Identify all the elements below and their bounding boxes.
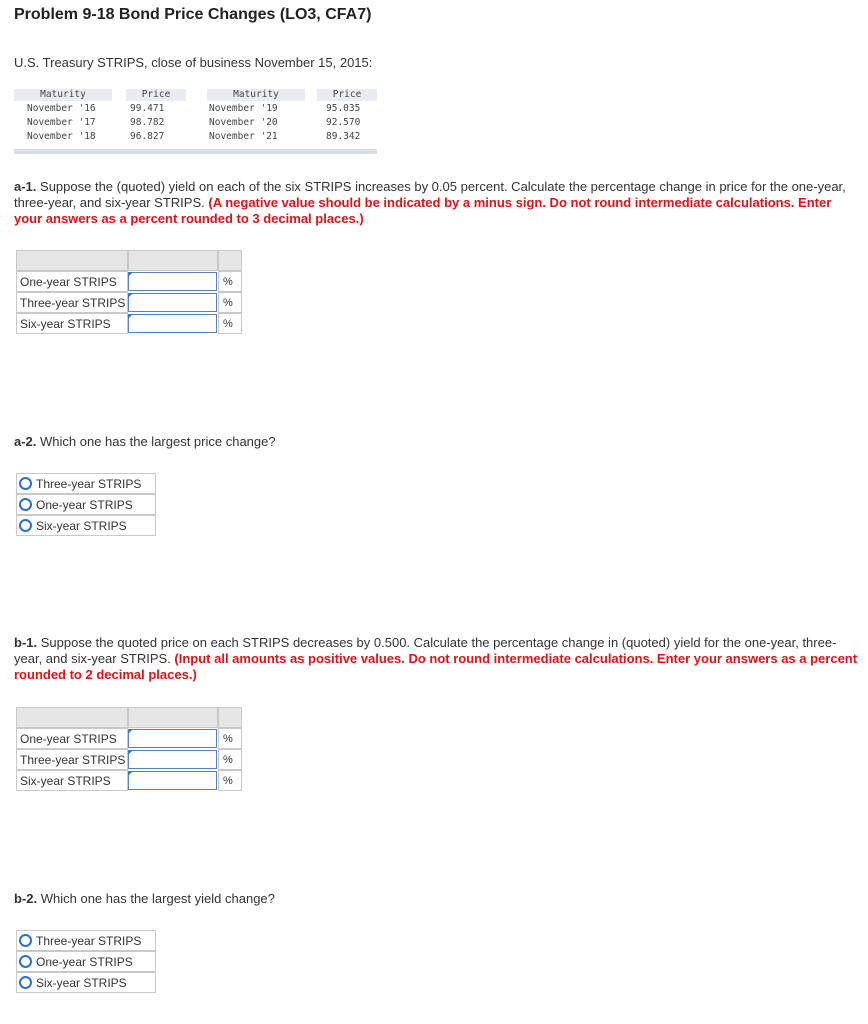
option-label: One-year STRIPS: [36, 498, 133, 512]
question-text: Which one has the largest yield change?: [37, 891, 275, 906]
answer-table-header: [16, 707, 242, 728]
input-flag-icon: [128, 314, 133, 319]
radio-circle-icon[interactable]: [19, 519, 32, 532]
answer-row: [16, 728, 242, 749]
price-cell: 99.471: [130, 103, 165, 114]
radio-circle-icon[interactable]: [19, 976, 32, 989]
question-label: a-1.: [14, 179, 37, 194]
radio-option-one-year[interactable]: [16, 951, 156, 972]
percent-unit: %: [218, 292, 242, 313]
option-label: Six-year STRIPS: [36, 519, 127, 533]
input-flag-icon: [128, 293, 133, 298]
percent-unit: %: [218, 313, 242, 334]
input-flag-icon: [128, 750, 133, 755]
maturity-cell: November '19: [209, 103, 278, 114]
six-year-price-change-input[interactable]: [128, 314, 217, 333]
row-label: Six-year STRIPS: [16, 313, 128, 334]
col-header-maturity: Maturity: [233, 89, 279, 100]
answer-row: [16, 749, 242, 770]
option-label: Three-year STRIPS: [36, 934, 142, 948]
question-text: Which one has the largest price change?: [36, 434, 276, 449]
radio-circle-icon[interactable]: [19, 934, 32, 947]
radio-group-a2: [16, 473, 156, 536]
input-flag-icon: [128, 272, 133, 277]
radio-option-three-year[interactable]: [16, 473, 156, 494]
question-b1: [14, 635, 859, 683]
maturity-cell: November '16: [27, 103, 96, 114]
header-cell: [218, 707, 242, 728]
radio-circle-icon[interactable]: [19, 498, 32, 511]
question-instructions: (A negative value should be indicated by a minus sign. Do not round intermediate calculations. Enter your answers as a percent rounded to 3 decimal places.): [14, 195, 832, 226]
radio-option-three-year[interactable]: [16, 930, 156, 951]
radio-group-b2: [16, 930, 156, 993]
price-cell: 96.827: [130, 131, 165, 142]
question-label: b-1.: [14, 635, 38, 650]
percent-unit: %: [218, 271, 242, 292]
price-cell: 95.035: [326, 103, 361, 114]
radio-option-six-year[interactable]: [16, 515, 156, 536]
one-year-price-change-input[interactable]: [128, 272, 217, 291]
question-a2: [14, 434, 859, 450]
three-year-price-change-input[interactable]: [128, 293, 217, 312]
percent-unit: %: [218, 749, 242, 770]
col-header-price: Price: [141, 89, 171, 100]
answer-row: [16, 770, 242, 791]
answer-table-b1: [16, 707, 242, 792]
answer-row: [16, 271, 242, 292]
row-label: One-year STRIPS: [16, 728, 128, 749]
price-cell: 98.782: [130, 117, 165, 128]
strips-price-table: [14, 89, 377, 155]
six-year-yield-change-input[interactable]: [128, 771, 217, 790]
table-bottom-bar: [14, 149, 377, 154]
maturity-cell: November '17: [27, 117, 96, 128]
three-year-yield-change-input[interactable]: [128, 750, 217, 769]
question-label: a-2.: [14, 434, 37, 449]
answer-row: [16, 292, 242, 313]
question-b2: [14, 891, 859, 907]
page-title: Problem 9-18 Bond Price Changes (LO3, CFA7): [14, 6, 372, 23]
header-cell: [128, 250, 218, 271]
answer-table-header: [16, 250, 242, 271]
header-cell: [16, 707, 128, 728]
question-text: Suppose the quoted price on each STRIPS decreases by 0.500. Calculate the percentage change in (quoted) yield for the one-year, three-year, and six-year STRIPS.: [14, 635, 837, 666]
input-flag-icon: [128, 729, 133, 734]
radio-option-six-year[interactable]: [16, 972, 156, 993]
answer-row: [16, 313, 242, 334]
row-label: Three-year STRIPS: [16, 749, 128, 770]
option-label: Three-year STRIPS: [36, 477, 142, 491]
header-cell: [128, 707, 218, 728]
radio-circle-icon[interactable]: [19, 477, 32, 490]
intro-text: U.S. Treasury STRIPS, close of business November 15, 2015:: [14, 55, 373, 70]
row-label: Six-year STRIPS: [16, 770, 128, 791]
one-year-yield-change-input[interactable]: [128, 729, 217, 748]
question-a1: [14, 179, 859, 227]
question-instructions: (Input all amounts as positive values. Do not round intermediate calculations. Enter your answers as a percent rounded to 2 decimal places.): [14, 651, 858, 682]
percent-unit: %: [218, 770, 242, 791]
option-label: Six-year STRIPS: [36, 976, 127, 990]
question-label: b-2.: [14, 891, 38, 906]
row-label: One-year STRIPS: [16, 271, 128, 292]
radio-option-one-year[interactable]: [16, 494, 156, 515]
maturity-cell: November '18: [27, 131, 96, 142]
maturity-cell: November '20: [209, 117, 278, 128]
input-flag-icon: [128, 771, 133, 776]
col-header-price: Price: [332, 89, 362, 100]
price-cell: 92.570: [326, 117, 361, 128]
percent-unit: %: [218, 728, 242, 749]
header-cell: [218, 250, 242, 271]
question-text: Suppose the (quoted) yield on each of the six STRIPS increases by 0.05 percent. Calculate the percentage change in price for the one-year, three-year, and six-year STRIPS.: [14, 179, 846, 210]
option-label: One-year STRIPS: [36, 955, 133, 969]
row-label: Three-year STRIPS: [16, 292, 128, 313]
header-cell: [16, 250, 128, 271]
maturity-cell: November '21: [209, 131, 278, 142]
col-header-maturity: Maturity: [40, 89, 86, 100]
answer-table-a1: [16, 250, 242, 335]
price-cell: 89.342: [326, 131, 361, 142]
radio-circle-icon[interactable]: [19, 955, 32, 968]
